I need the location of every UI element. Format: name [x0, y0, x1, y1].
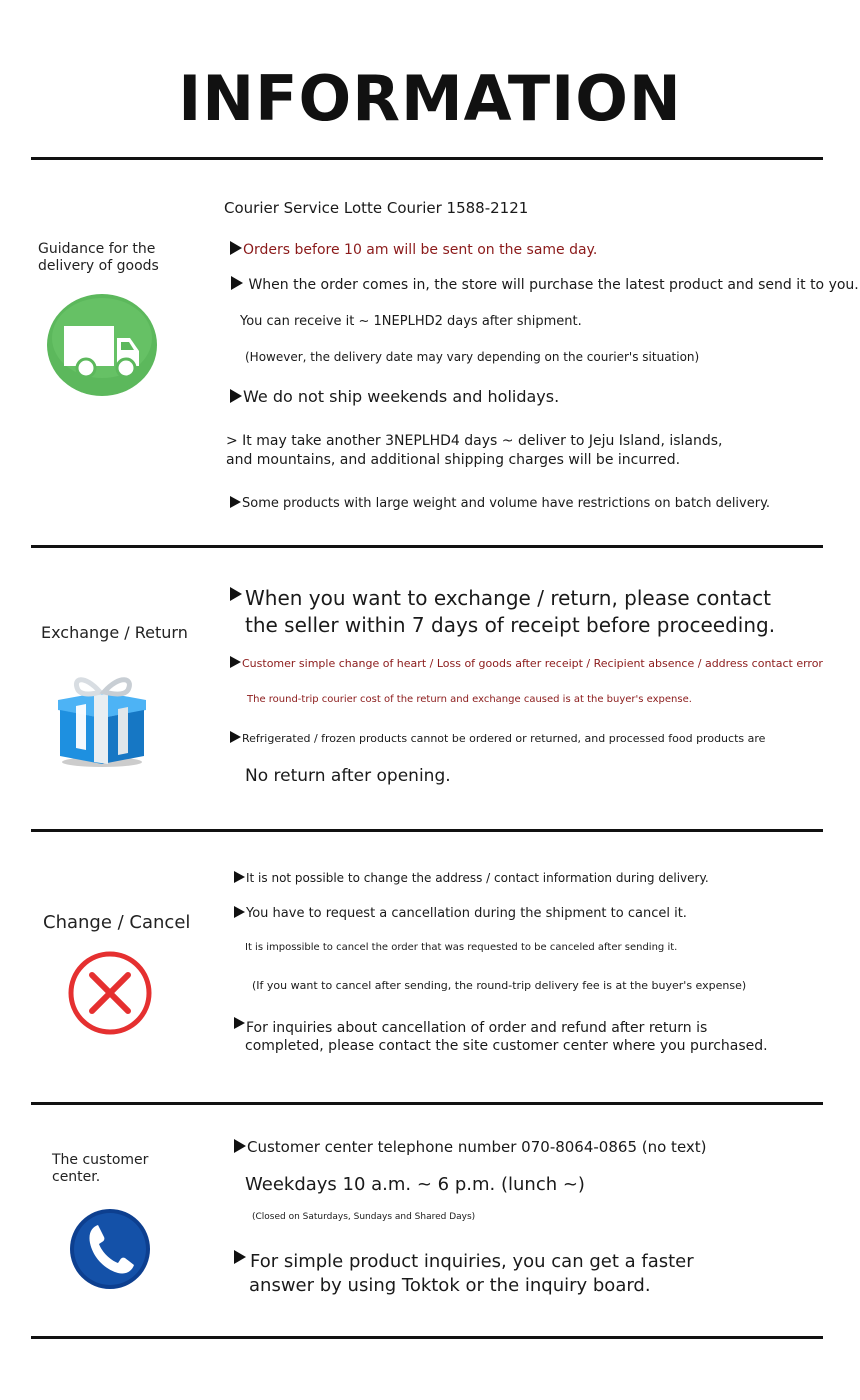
bullet-icon	[234, 1139, 246, 1153]
exchange-item: The round-trip courier cost of the return and exchange caused is at the buyer's expense.	[247, 694, 692, 705]
section-label-line: Guidance for the	[38, 241, 156, 257]
exchange-item-line: the seller within 7 days of receipt before proceeding.	[245, 613, 776, 637]
cancel-item: (If you want to cancel after sending, the round-trip delivery fee is at the buyer's expense)	[252, 979, 747, 992]
customer-item-text: Customer center telephone number 070-8064-0865 (no text)	[247, 1138, 707, 1156]
section-label-customer	[52, 1152, 148, 1186]
section-label-line: The customer	[52, 1152, 149, 1168]
exchange-item-text: Customer simple change of heart / Loss of goods after receipt / Recipient absence / address contact error	[242, 657, 823, 670]
customer-item-line: For simple product inquiries, you can get a faster	[250, 1251, 694, 1272]
exchange-item-line: When you want to exchange / return, please contact	[245, 586, 771, 610]
delivery-item-text: When the order comes in, the store will purchase the latest product and send it to you.	[248, 277, 859, 293]
section-label-exchange: Exchange / Return	[41, 623, 188, 642]
bullet-icon	[230, 587, 242, 601]
exchange-item	[230, 731, 765, 745]
gift-icon	[54, 670, 150, 768]
bullet-icon	[230, 496, 241, 508]
cancel-item-text: It is not possible to change the address / contact information during delivery.	[246, 871, 709, 885]
divider	[31, 157, 823, 160]
bullet-icon	[234, 1250, 246, 1264]
cancel-item-line: completed, please contact the site customer center where you purchased.	[245, 1038, 768, 1054]
customer-item: (Closed on Saturdays, Sundays and Shared Days)	[252, 1212, 476, 1222]
bullet-icon	[234, 871, 245, 883]
cancel-item	[234, 1017, 768, 1055]
cancel-icon	[66, 949, 154, 1037]
bullet-icon	[234, 1017, 245, 1029]
delivery-item: You can receive it ~ 1NEPLHD2 days after shipment.	[240, 314, 582, 329]
delivery-item: (However, the delivery date may vary depending on the courier's situation)	[245, 350, 700, 364]
delivery-item-text: Some products with large weight and volume have restrictions on batch delivery.	[242, 496, 771, 511]
bullet-icon	[231, 276, 243, 290]
cancel-item: It is impossible to cancel the order that was requested to be canceled after sending it.	[245, 942, 678, 953]
section-label-line: delivery of goods	[38, 258, 159, 274]
delivery-item	[231, 276, 859, 293]
divider	[31, 1102, 823, 1105]
phone-icon	[68, 1207, 152, 1291]
delivery-item	[230, 387, 559, 406]
divider	[31, 545, 823, 548]
courier-info: Courier Service Lotte Courier 1588-2121	[224, 199, 529, 217]
bullet-icon	[230, 731, 241, 743]
customer-item-line: answer by using Toktok or the inquiry board.	[249, 1275, 651, 1296]
exchange-item: No return after opening.	[245, 766, 451, 786]
delivery-item	[230, 496, 770, 511]
cancel-item-text: You have to request a cancellation during the shipment to cancel it.	[246, 906, 687, 921]
exchange-item	[230, 656, 823, 670]
delivery-item-line: and mountains, and additional shipping charges will be incurred.	[226, 451, 681, 468]
section-label-cancel: Change / Cancel	[43, 912, 191, 933]
section-label-delivery	[38, 241, 159, 275]
divider	[31, 829, 823, 832]
cancel-item	[234, 871, 709, 885]
delivery-item-text: We do not ship weekends and holidays.	[243, 387, 560, 406]
customer-item	[234, 1138, 707, 1156]
section-label-line: center.	[52, 1169, 101, 1185]
customer-item: Weekdays 10 a.m. ~ 6 p.m. (lunch ~)	[245, 1174, 585, 1195]
customer-item	[234, 1250, 694, 1298]
delivery-item-text: Orders before 10 am will be sent on the same day.	[243, 242, 598, 258]
divider	[31, 1336, 823, 1339]
bullet-icon	[230, 389, 242, 403]
delivery-item	[226, 432, 723, 470]
bullet-icon	[230, 656, 241, 668]
page-title: INFORMATION	[178, 62, 682, 135]
bullet-icon	[234, 906, 245, 918]
truck-icon	[46, 293, 158, 399]
exchange-item	[230, 585, 775, 639]
delivery-item	[230, 241, 597, 258]
cancel-item	[234, 906, 687, 921]
exchange-item-text: Refrigerated / frozen products cannot be ordered or returned, and processed food products are	[242, 732, 766, 745]
delivery-item-line: > It may take another 3NEPLHD4 days ~ deliver to Jeju Island, islands,	[226, 433, 723, 449]
bullet-icon	[230, 241, 242, 255]
cancel-item-line: For inquiries about cancellation of order and refund after return is	[246, 1020, 708, 1036]
